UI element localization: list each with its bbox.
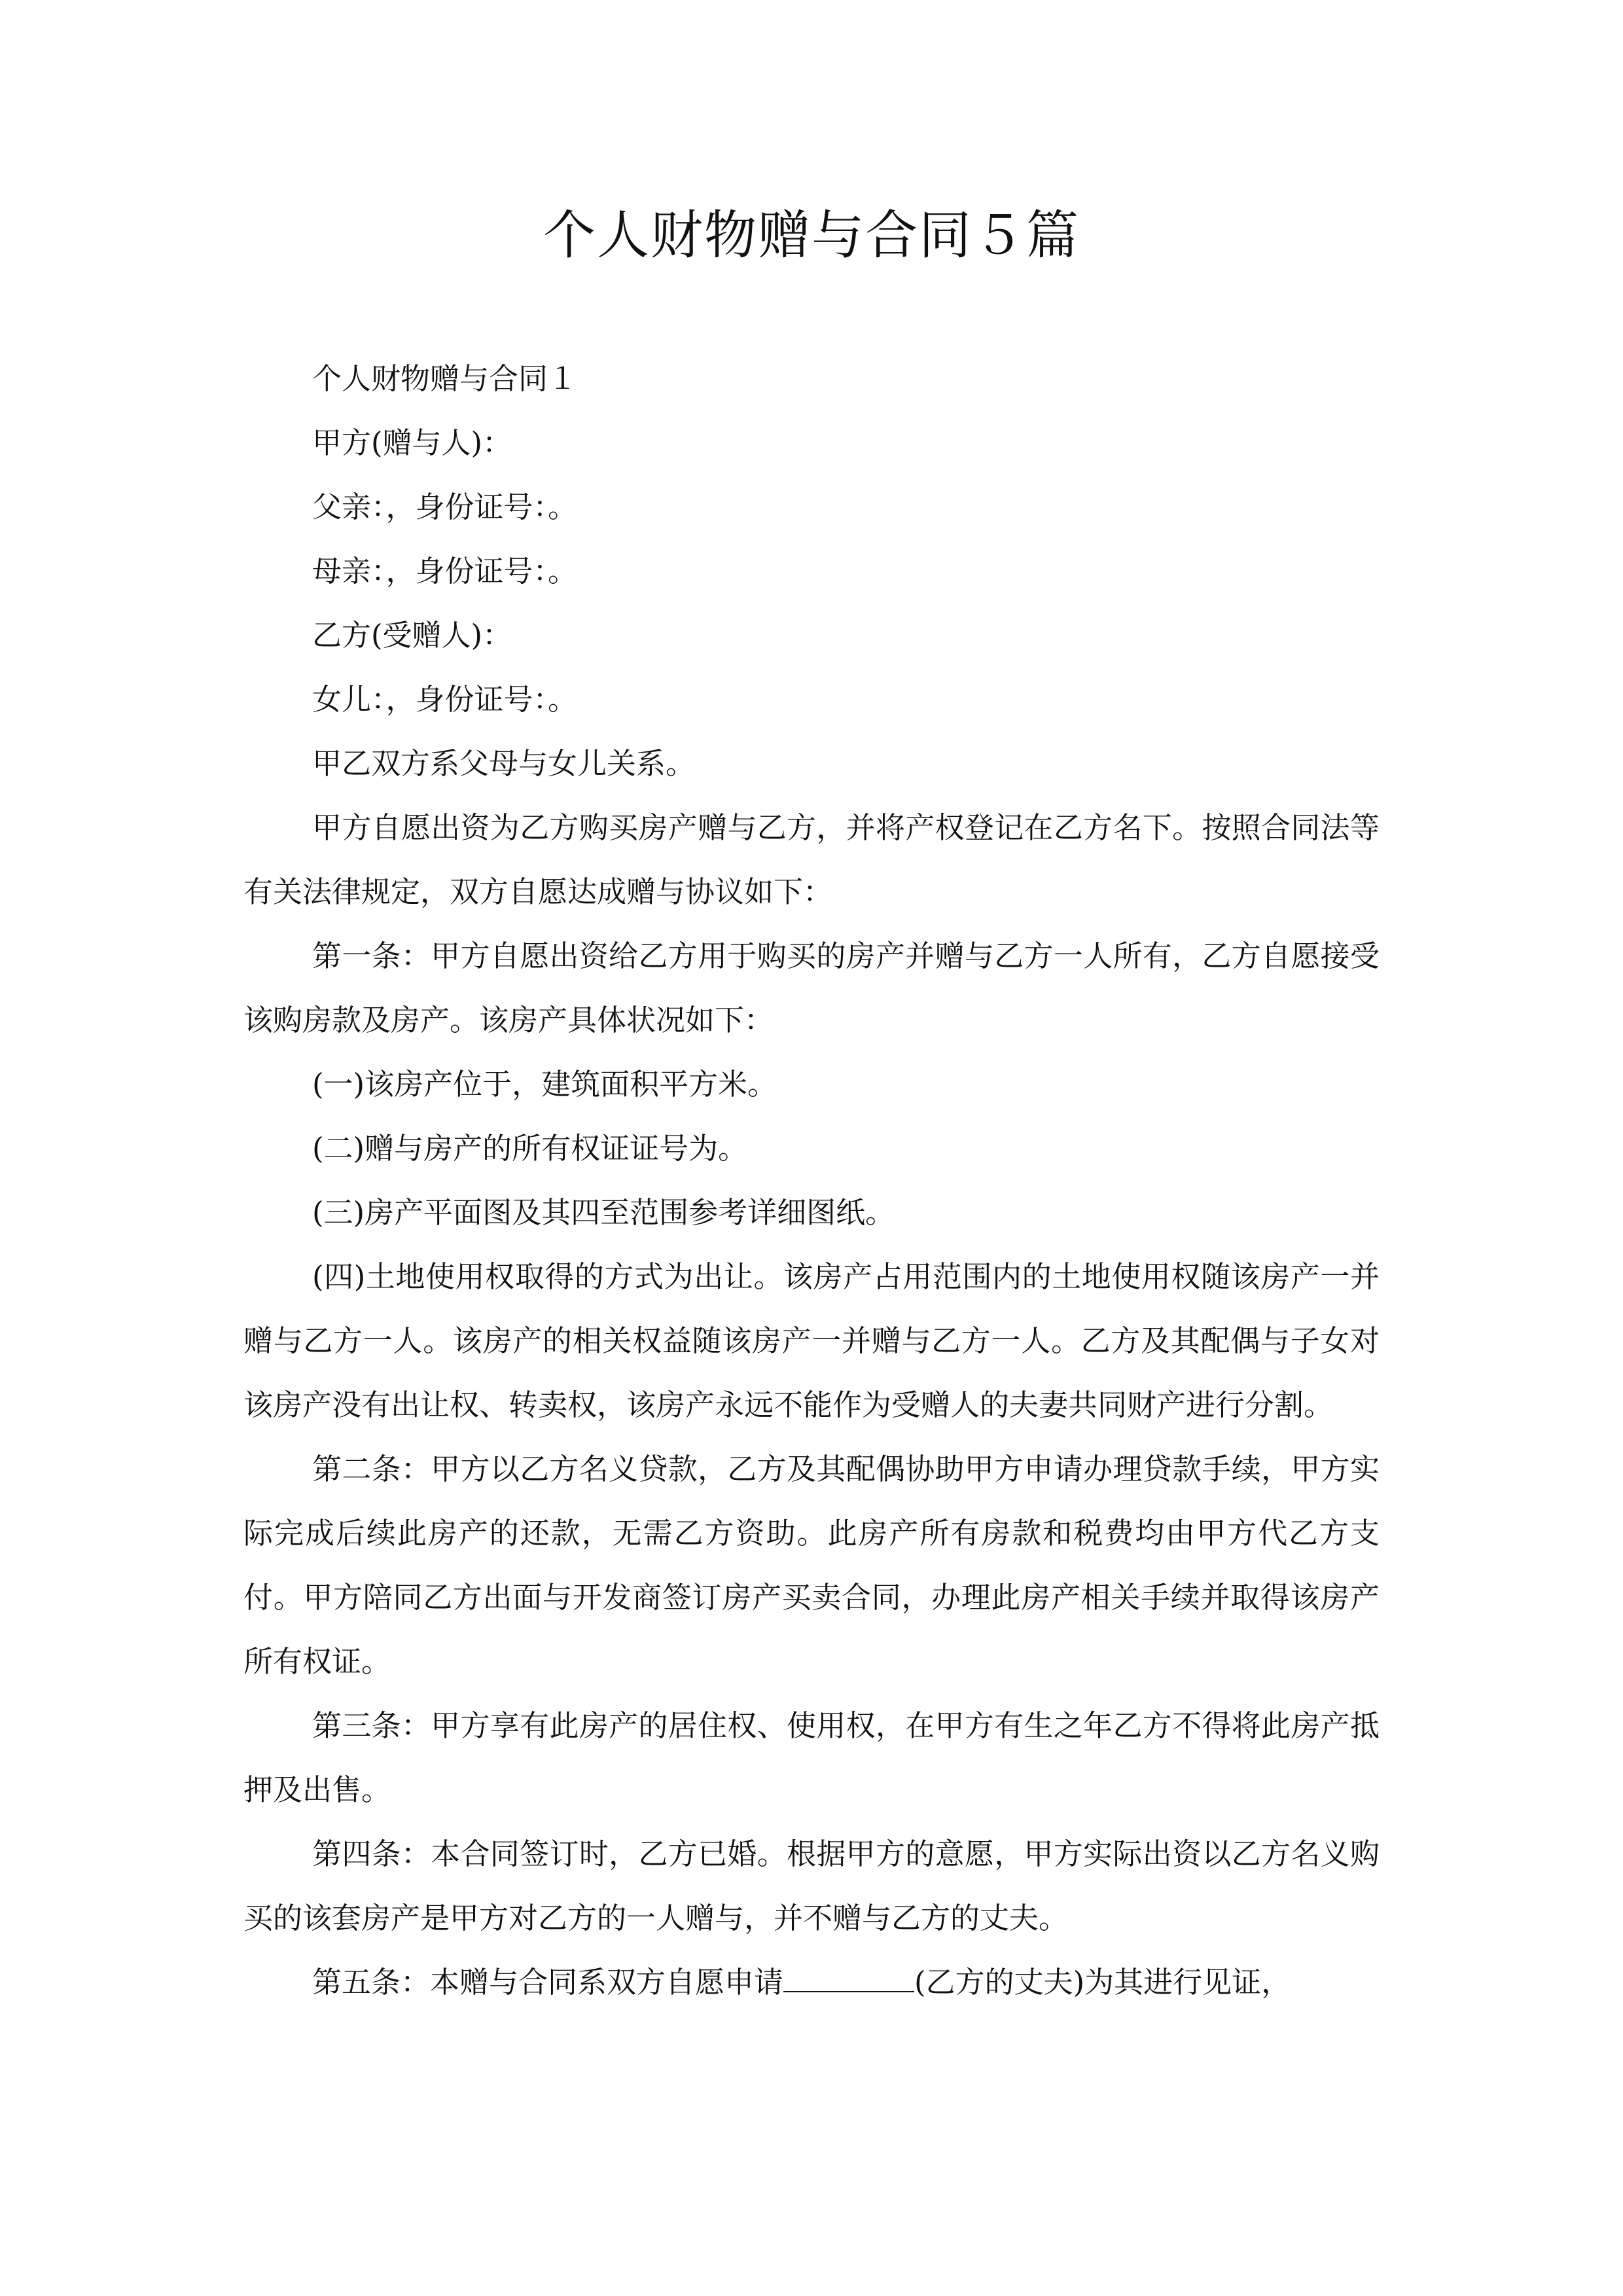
paragraph-daughter: 女儿：，身份证号：。 [312, 682, 578, 717]
paragraph-item-1: (一)该房产位于，建筑面积平方米。 [312, 1067, 777, 1102]
paragraph-mother: 母亲：，身份证号：。 [312, 554, 578, 588]
paragraph-heading-contract-1: 个人财物赠与合同１ [312, 361, 578, 396]
paragraph-item-3: (三)房产平面图及其四至范围参考详细图纸。 [312, 1195, 895, 1230]
paragraph-father: 父亲：，身份证号：。 [312, 490, 578, 524]
paragraph-article-3: 第三条：甲方享有此房产的居住权、使用权，在甲方有生之年乙方不得将此房产抵押及出售。 [243, 1708, 1380, 1807]
document-title: 个人财物赠与合同５篇 [543, 205, 1080, 266]
article-5-text-before: 第五条：本赠与合同系双方自愿申请 [312, 1965, 784, 2000]
paragraph-party-a: 甲方(赠与人)： [312, 425, 512, 460]
paragraph-article-1: 第一条：甲方自愿出资给乙方用于购买的房产并赠与乙方一人所有，乙方自愿接受该购房款及房产。该房产具体状况如下： [243, 939, 1380, 1037]
paragraph-relationship: 甲乙双方系父母与女儿关系。 [312, 746, 696, 781]
document-body [243, 347, 1380, 2015]
paragraph-article-4: 第四条：本合同签订时，乙方已婚。根据甲方的意愿，甲方实际出资以乙方名义购买的该套房产是甲方对乙方的一人赠与，并不赠与乙方的丈夫。 [243, 1837, 1380, 1935]
paragraph-item-2: (二)赠与房产的所有权证证号为。 [312, 1131, 748, 1166]
fill-in-blank-line [783, 1965, 914, 1992]
article-5-text-after: (乙方的丈夫)为其进行见证， [914, 1965, 1291, 2000]
paragraph-party-b: 乙方(受赠人)： [312, 618, 512, 653]
paragraph-item-4: (四)土地使用权取得的方式为出让。该房产占用范围内的土地使用权随该房产一并赠与乙方一人。该房产的相关权益随该房产一并赠与乙方一人。乙方及其配偶与子女对该房产没有出让权、转卖权，该房产永远不能作为受赠人的夫妻共同财产进行分割。 [243, 1259, 1380, 1422]
paragraph-article-2: 第二条：甲方以乙方名义贷款，乙方及其配偶协助甲方申请办理贷款手续，甲方实际完成后续此房产的还款，无需乙方资助。此房产所有房款和税费均由甲方代乙方支付。甲方陪同乙方出面与开发商签订房产买卖合同，办理此房产相关手续并取得该房产所有权证。 [243, 1452, 1380, 1679]
paragraph-article-5 [243, 1950, 1380, 2015]
paragraph-preamble: 甲方自愿出资为乙方购买房产赠与乙方，并将产权登记在乙方名下。按照合同法等有关法律规定，双方自愿达成赠与协议如下： [243, 810, 1380, 909]
